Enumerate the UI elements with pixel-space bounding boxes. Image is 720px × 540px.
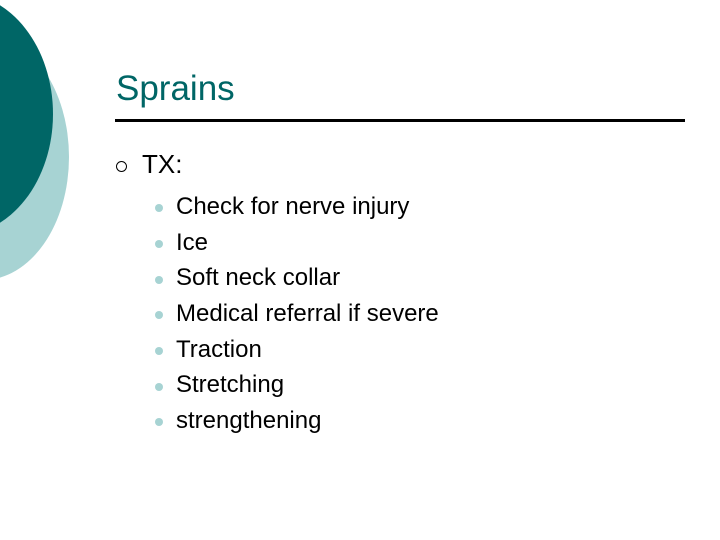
list-item-text: Soft neck collar xyxy=(176,264,341,292)
list-item xyxy=(155,367,439,403)
list-item xyxy=(155,332,439,368)
dot-bullet-icon xyxy=(155,276,163,284)
dot-bullet-icon xyxy=(155,240,163,248)
list-item-text: Stretching xyxy=(176,371,285,399)
bullet-level1 xyxy=(116,147,182,181)
list-item-text: Traction xyxy=(176,335,262,363)
list-item xyxy=(155,403,439,439)
list-item xyxy=(155,189,439,225)
list-item-text: Check for nerve injury xyxy=(176,192,410,220)
list-item xyxy=(155,225,439,261)
dot-bullet-icon xyxy=(155,204,163,212)
list-item xyxy=(155,296,439,332)
bullet-label: TX: xyxy=(142,149,183,179)
dot-bullet-icon xyxy=(155,383,163,391)
dot-bullet-icon xyxy=(155,311,163,319)
dot-bullet-icon xyxy=(155,347,163,355)
list-item-text: Medical referral if severe xyxy=(176,299,439,327)
list-item-text: strengthening xyxy=(176,406,322,434)
list-item xyxy=(155,260,439,296)
slide-title: Sprains xyxy=(116,69,235,108)
ring-bullet-icon xyxy=(116,161,127,172)
list-item-text: Ice xyxy=(176,228,209,256)
dot-bullet-icon xyxy=(155,418,163,426)
title-divider xyxy=(115,119,685,122)
bullet-sublist xyxy=(155,189,439,439)
